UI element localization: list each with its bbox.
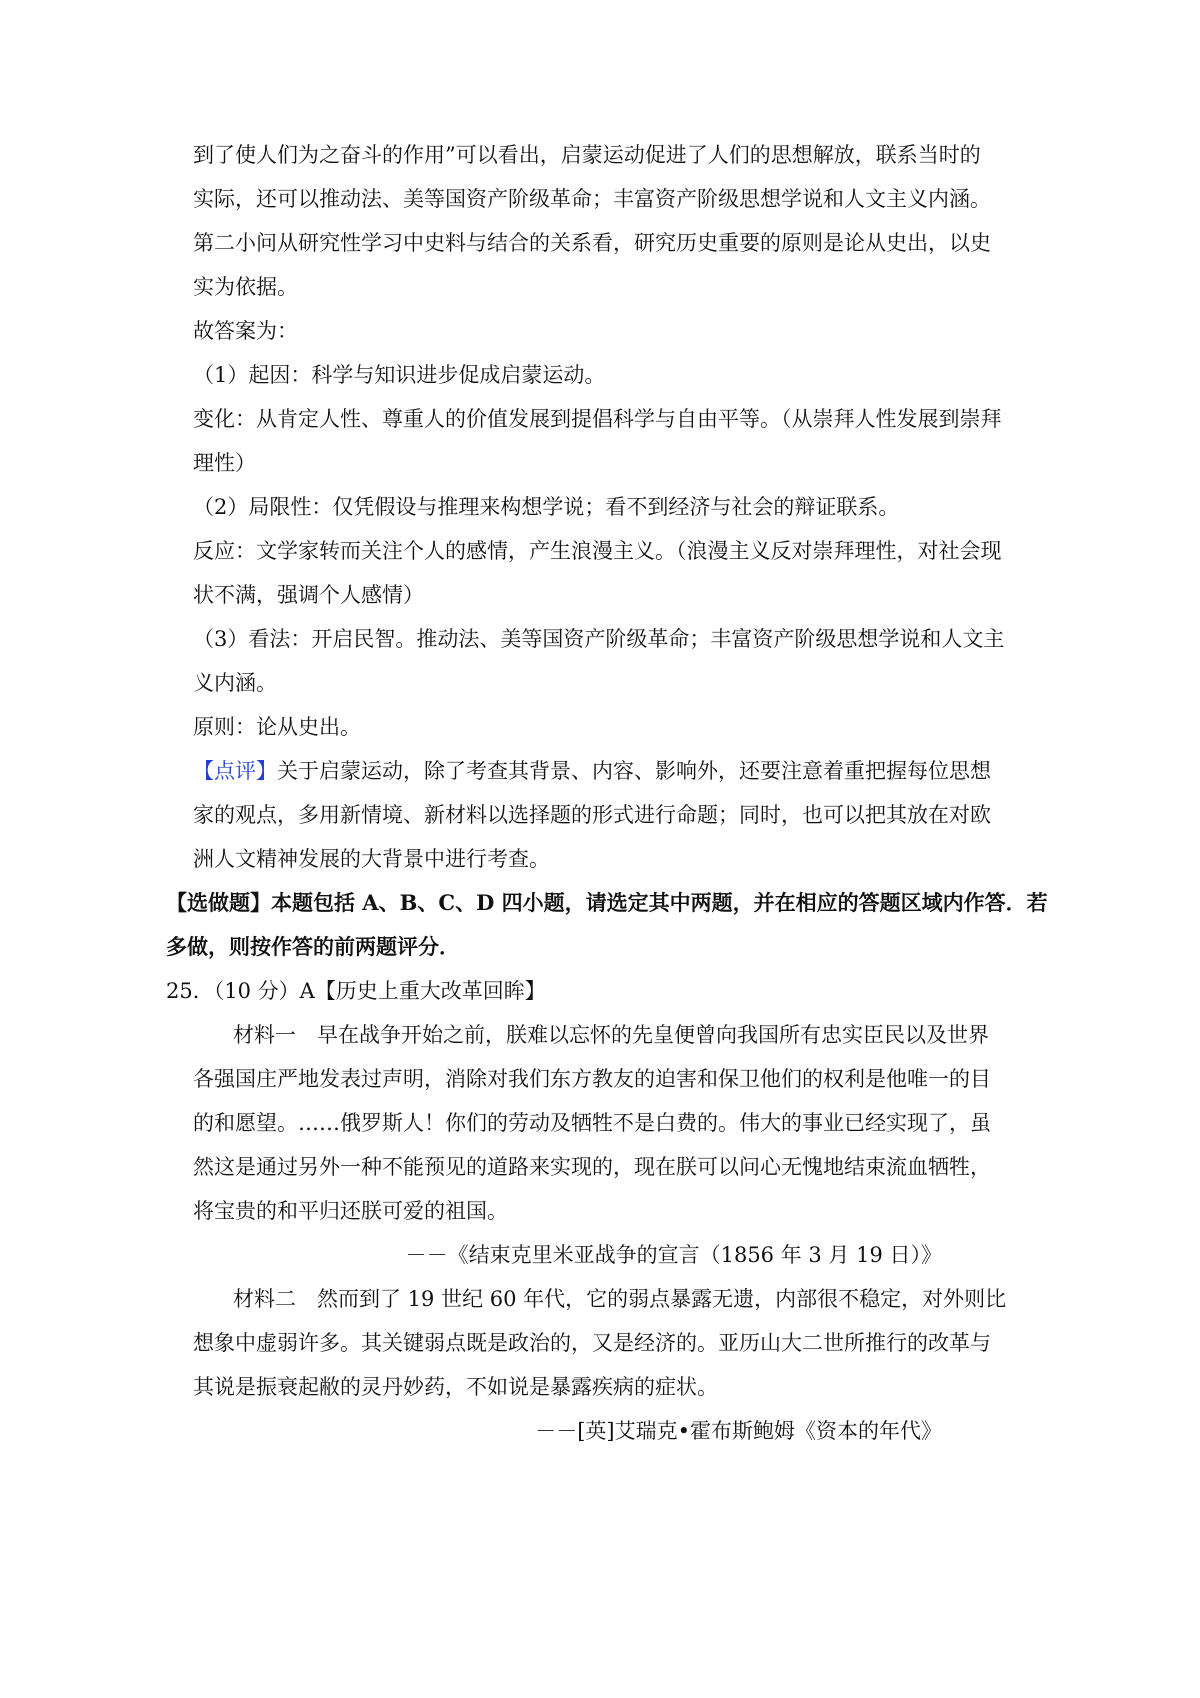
answer-line: 反应：文学家转而关注个人的感情，产生浪漫主义。（浪漫主义反对崇拜理性，对社会现 [193, 539, 1002, 563]
answer-intro: 故答案为： [193, 319, 298, 343]
analysis-line: 实际，还可以推动法、美等国资产阶级革命；丰富资产阶级思想学说和人文主义内涵。 [193, 187, 991, 211]
answer-line: 理性） [193, 451, 256, 475]
answer-line: 状不满，强调个人感情） [193, 583, 424, 607]
elective-instruction: 【选做题】本题包括 A、B、C、D 四小题，请选定其中两题，并在相应的答题区域内作答．若 [166, 890, 1048, 915]
comment-tag: 【点评】 [193, 759, 277, 783]
elective-instruction: 多做，则按作答的前两题评分． [166, 934, 460, 959]
answer-line: （3）看法：开启民智。推动法、美等国资产阶级革命；丰富资产阶级思想学说和人文主 [193, 627, 1005, 651]
answer-line: （1）起因：科学与知识进步促成启蒙运动。 [193, 363, 606, 387]
question-heading: 25．（10 分）A【历史上重大改革回眸】 [166, 979, 546, 1003]
material-source: －－[英]艾瑞克•霍布斯鲍姆《资本的年代》 [535, 1419, 942, 1443]
material-line: 的和愿望。……俄罗斯人！你们的劳动及牺牲不是白费的。伟大的事业已经实现了，虽 [193, 1111, 991, 1135]
material-line: 然这是通过另外一种不能预见的道路来实现的，现在朕可以问心无愧地结束流血牺牲， [193, 1155, 991, 1179]
analysis-line: 第二小问从研究性学习中史料与结合的关系看，研究历史重要的原则是论从史出，以史 [193, 231, 991, 255]
material-line: 材料二 然而到了 19 世纪 60 年代，它的弱点暴露无遗，内部很不稳定，对外则比 [233, 1287, 1007, 1311]
comment-line [193, 756, 991, 786]
comment-line: 家的观点，多用新情境、新材料以选择题的形式进行命题；同时，也可以把其放在对欧 [193, 803, 991, 827]
material-line: 材料一 早在战争开始之前，朕难以忘怀的先皇便曾向我国所有忠实臣民以及世界 [233, 1023, 989, 1047]
answer-line: 义内涵。 [193, 671, 277, 695]
analysis-line: 实为依据。 [193, 275, 298, 299]
comment-text: 关于启蒙运动，除了考查其背景、内容、影响外，还要注意着重把握每位思想 [277, 759, 991, 783]
material-line: 将宝贵的和平归还朕可爱的祖国。 [193, 1199, 508, 1223]
answer-line: 变化：从肯定人性、尊重人的价值发展到提倡科学与自由平等。（从崇拜人性发展到崇拜 [193, 407, 1002, 431]
comment-line: 洲人文精神发展的大背景中进行考查。 [193, 847, 550, 871]
material-line: 其说是振衰起敝的灵丹妙药，不如说是暴露疾病的症状。 [193, 1375, 718, 1399]
analysis-line: 到了使人们为之奋斗的作用”可以看出，启蒙运动促进了人们的思想解放，联系当时的 [193, 143, 981, 167]
material-line: 各强国庄严地发表过声明，消除对我们东方教友的迫害和保卫他们的权利是他唯一的目 [193, 1067, 991, 1091]
material-line: 想象中虚弱许多。其关键弱点既是政治的，又是经济的。亚历山大二世所推行的改革与 [193, 1331, 991, 1355]
answer-line: （2）局限性：仅凭假设与推理来构想学说；看不到经济与社会的辩证联系。 [193, 495, 900, 519]
material-source: －－《结束克里米亚战争的宣言（1856 年 3 月 19 日）》 [405, 1243, 942, 1267]
answer-line: 原则：论从史出。 [193, 715, 361, 739]
